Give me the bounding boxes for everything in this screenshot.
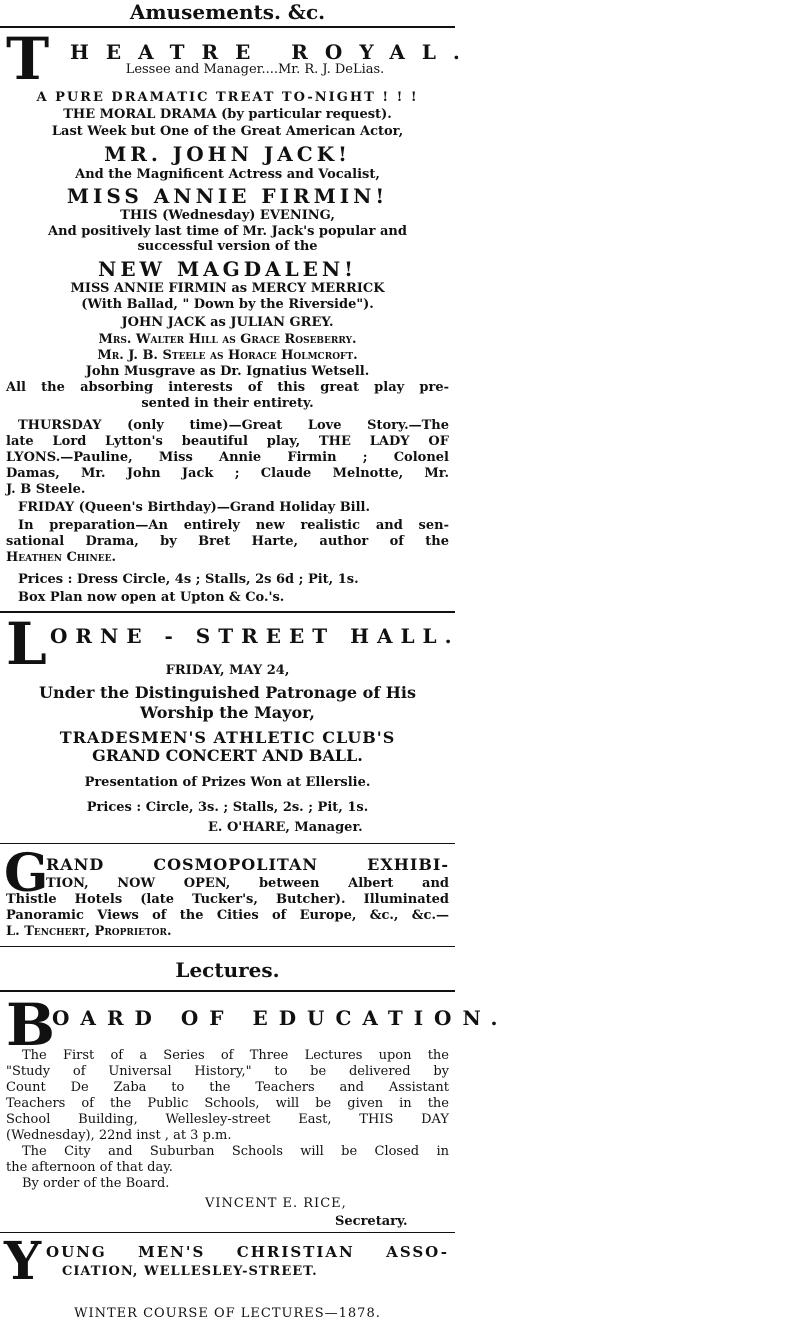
theatre-line: NEW MAGDALEN! — [98, 257, 357, 281]
board-line: Teachers of the Public Schools, will be given in the — [6, 1096, 449, 1111]
drop-cap-g: G — [4, 843, 49, 904]
board-line: "Study of Universal History," to be delivered by — [6, 1064, 449, 1079]
cosmo-line: Panoramic Views of the Cities of Europe, &c., &c.— — [6, 908, 449, 923]
theatre-line: John Musgrave as Dr. Ignatius Wetsell. — [85, 364, 370, 379]
cosmo-line: TION, NOW OPEN, between Albert and — [46, 876, 449, 891]
theatre-line: Mr. J. B. Steele as Horace Holmcroft. — [97, 348, 358, 363]
lorne-line: Presentation of Prizes Won at Ellerslie. — [84, 775, 371, 790]
theatre-line: All the absorbing interests of this great play pre- — [6, 380, 449, 395]
theatre-line: A PURE DRAMATIC TREAT TO-NIGHT ! ! ! — [36, 90, 419, 105]
drop-cap-b: B — [6, 991, 56, 1059]
lorne-line: Worship the Mayor, — [140, 703, 315, 722]
theatre-line: Last Week but One of the Great American Actor, — [51, 124, 404, 139]
board-signatory: VINCENT E. RICE, — [205, 1196, 347, 1211]
lorne-manager: E. O'HARE, Manager. — [208, 820, 363, 835]
theatre-line: THE MORAL DRAMA (by particular request). — [63, 107, 392, 122]
theatre-prices: Prices : Dress Circle, 4s ; Stalls, 2s 6d ; Pit, 1s. — [18, 572, 359, 587]
lorne-line: GRAND CONCERT AND BALL. — [92, 746, 363, 765]
lorne-prices: Prices : Circle, 3s. ; Stalls, 2s. ; Pit, 1s. — [86, 800, 369, 815]
theatre-heading: HEATRE ROYAL. — [70, 40, 477, 64]
theatre-line: And positively last time of Mr. Jack's popular and — [48, 224, 407, 239]
theatre-line: And the Magnificent Actress and Vocalist, — [75, 167, 380, 182]
board-line: The First of a Series of Three Lectures upon the — [22, 1048, 449, 1063]
theatre-line: Mrs. Walter Hill as Grace Roseberry. — [98, 332, 357, 347]
theatre-line: MISS ANNIE FIRMIN! — [66, 184, 389, 208]
theatre-line: successful version of the — [137, 239, 318, 254]
theatre-line: sational Drama, by Bret Harte, author of the — [6, 534, 449, 549]
board-line: the afternoon of that day. — [6, 1160, 173, 1175]
rule-top — [0, 26, 455, 28]
rule-divider — [0, 990, 455, 992]
theatre-line: (With Ballad, " Down by the Riverside"). — [81, 297, 374, 312]
theatre-line: late Lord Lytton's beautiful play, THE LADY OF — [6, 434, 449, 449]
theatre-line: MISS ANNIE FIRMIN as MERCY MERRICK — [70, 281, 385, 296]
theatre-line: sented in their entirety. — [141, 396, 314, 411]
theatre-line: FRIDAY (Queen's Birthday)—Grand Holiday Bill. — [18, 500, 371, 515]
theatre-line: LYONS.—Pauline, Miss Annie Firmin ; Colonel — [6, 450, 449, 465]
rule-divider — [0, 611, 455, 613]
theatre-line: MR. JOHN JACK! — [104, 142, 351, 166]
theatre-line: Lessee and Manager....Mr. R. J. DeLias. — [125, 62, 385, 77]
rule-divider — [0, 946, 455, 947]
ymca-line: OUNG MEN'S CHRISTIAN ASSO- — [46, 1243, 449, 1261]
lorne-line: Under the Distinguished Patronage of His — [39, 683, 416, 702]
theatre-line: THURSDAY (only time)—Great Love Story.—The — [18, 418, 449, 433]
drop-cap-l: L — [6, 610, 47, 678]
lorne-heading: ORNE - STREET HALL. — [50, 624, 460, 648]
theatre-line: THIS (Wednesday) EVENING, — [120, 208, 335, 223]
rule-divider — [0, 843, 455, 844]
section-title-amusements: Amusements. &c. — [129, 0, 326, 24]
theatre-line: Damas, Mr. John Jack ; Claude Melnotte, Mr. — [6, 466, 449, 481]
ymca-winter-course: WINTER COURSE OF LECTURES—1878. — [74, 1306, 381, 1321]
cosmo-line: Thistle Hotels (late Tucker's, Butcher). Illuminated — [6, 892, 449, 907]
board-line: (Wednesday), 22nd inst , at 3 p.m. — [6, 1128, 232, 1143]
theatre-line: JOHN JACK as JULIAN GREY. — [121, 315, 334, 330]
board-heading: OARD OF EDUCATION. — [52, 1006, 509, 1030]
section-title-lectures: Lectures. — [175, 958, 280, 982]
rule-divider — [0, 1232, 455, 1233]
board-line: Count De Zaba to the Teachers and Assistant — [6, 1080, 449, 1095]
ymca-line: CIATION, WELLESLEY-STREET. — [62, 1264, 318, 1279]
lorne-line: TRADESMEN'S ATHLETIC CLUB'S — [59, 728, 396, 747]
board-secretary: Secretary. — [335, 1214, 408, 1229]
theatre-line: In preparation—An entirely new realistic and sen- — [18, 518, 449, 533]
theatre-line: J. B Steele. — [6, 482, 86, 497]
drop-cap-t: T — [6, 25, 50, 93]
theatre-box-plan: Box Plan now open at Upton & Co.'s. — [18, 590, 285, 605]
board-line: School Building, Wellesley-street East, THIS DAY — [6, 1112, 449, 1127]
board-line: By order of the Board. — [22, 1176, 170, 1191]
cosmo-line: L. Tenchert, Proprietor. — [6, 924, 172, 939]
cosmo-line: RAND COSMOPOLITAN EXHIBI- — [46, 855, 449, 874]
lorne-line: FRIDAY, MAY 24, — [165, 663, 290, 678]
board-line: The City and Suburban Schools will be Closed in — [22, 1144, 449, 1159]
drop-cap-y: Y — [4, 1231, 42, 1292]
theatre-line: Heathen Chinee. — [6, 550, 116, 565]
